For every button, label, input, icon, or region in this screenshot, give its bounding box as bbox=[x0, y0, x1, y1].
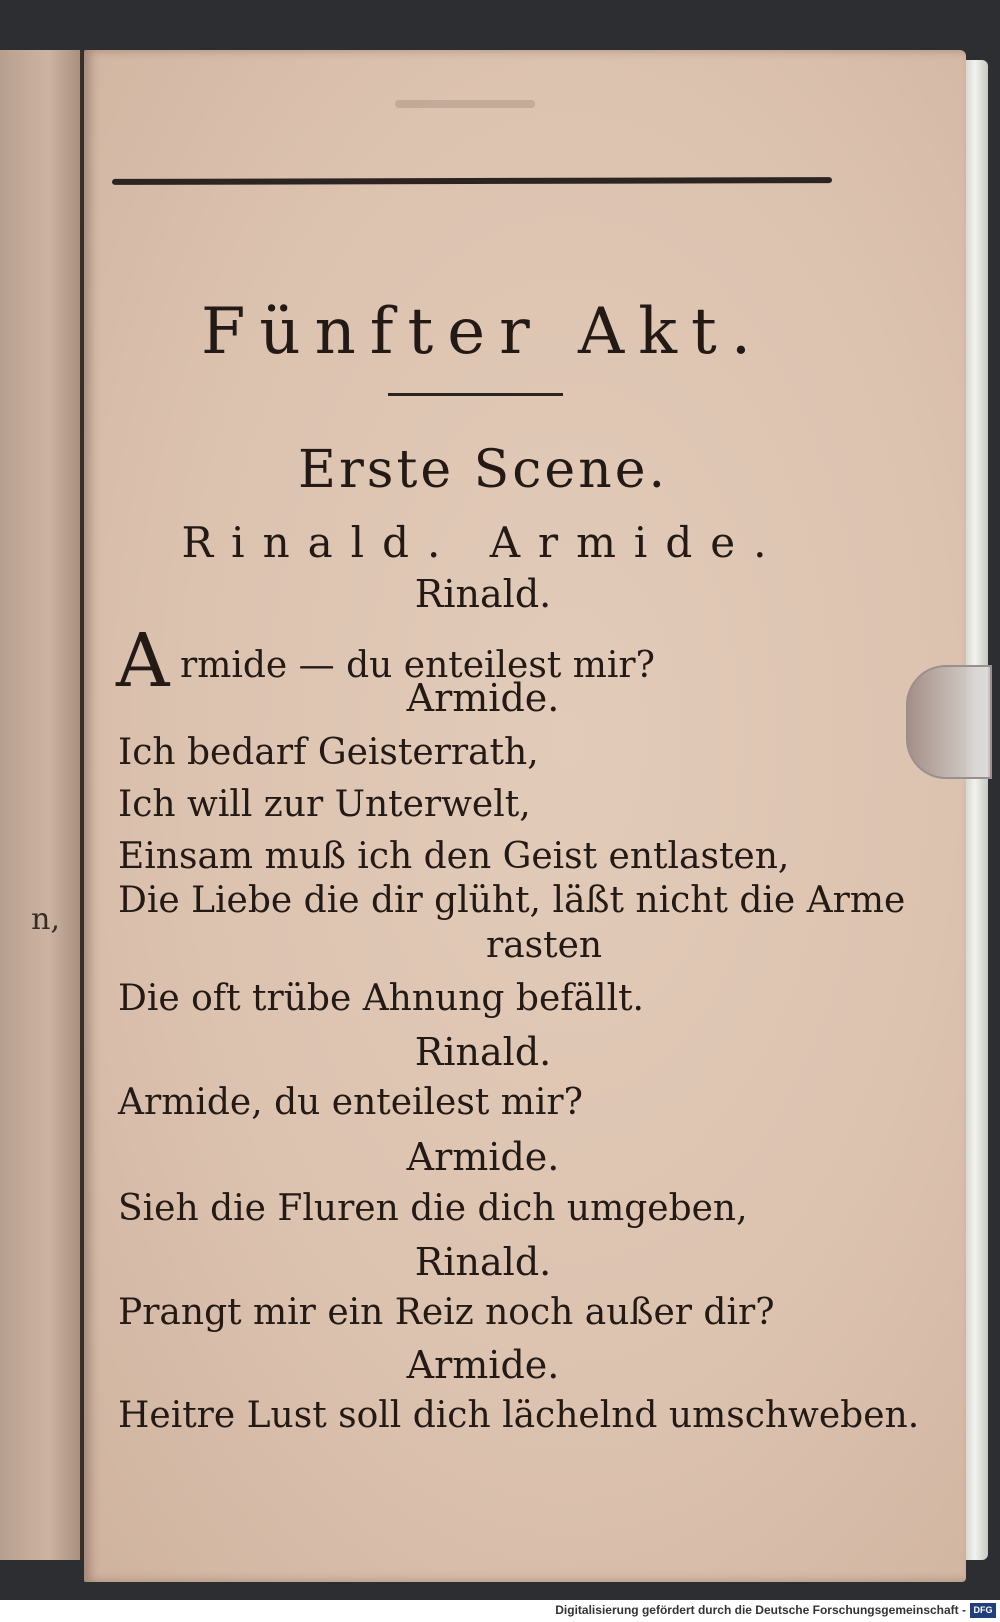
left-page bbox=[0, 50, 83, 1560]
speaker-name: Armide. bbox=[406, 676, 560, 720]
left-page-fragment: n, bbox=[31, 902, 60, 937]
act-title: Fünfter Akt. bbox=[200, 295, 766, 369]
verse-line: Heitre Lust soll dich lächelnd umschweben. bbox=[118, 1395, 920, 1436]
verse-line: Die oft trübe Ahnung befällt. bbox=[118, 978, 644, 1019]
verse-line: Die Liebe die dir glüht, läßt nicht die Arme bbox=[118, 880, 906, 921]
drop-cap: A bbox=[116, 618, 170, 704]
verse-line: Einsam muß ich den Geist entlasten, bbox=[118, 836, 790, 877]
speaker-name: Rinald. bbox=[414, 1240, 552, 1284]
verse-line: Ich bedarf Geisterrath, bbox=[118, 732, 539, 773]
speaker-name: Rinald. bbox=[414, 572, 552, 616]
footer-credit: Digitalisierung gefördert durch die Deutsche Forschungsgemeinschaft - bbox=[555, 1603, 966, 1617]
speaker-name: Armide. bbox=[406, 1135, 560, 1179]
page-edge bbox=[966, 60, 988, 1560]
verse-line: Ich will zur Unterwelt, bbox=[118, 784, 531, 825]
footer-bar bbox=[0, 1600, 1000, 1622]
header-ornament bbox=[395, 100, 535, 108]
cast-list: Rinald. Armide. bbox=[181, 518, 785, 567]
verse-line: Prangt mir ein Reiz noch außer dir? bbox=[118, 1292, 775, 1333]
scene-title: Erste Scene. bbox=[297, 440, 668, 500]
title-divider bbox=[388, 393, 563, 396]
verse-line-continuation: rasten bbox=[486, 925, 603, 966]
dfg-logo: DFG bbox=[970, 1603, 996, 1618]
speaker-name: Rinald. bbox=[414, 1030, 552, 1074]
verse-line: Armide, du enteilest mir? bbox=[118, 1082, 583, 1123]
speaker-name: Armide. bbox=[406, 1343, 560, 1387]
verse-line: Sieh die Fluren die dich umgeben, bbox=[118, 1188, 748, 1229]
verse-line: rmide — du enteilest mir? bbox=[180, 645, 655, 686]
